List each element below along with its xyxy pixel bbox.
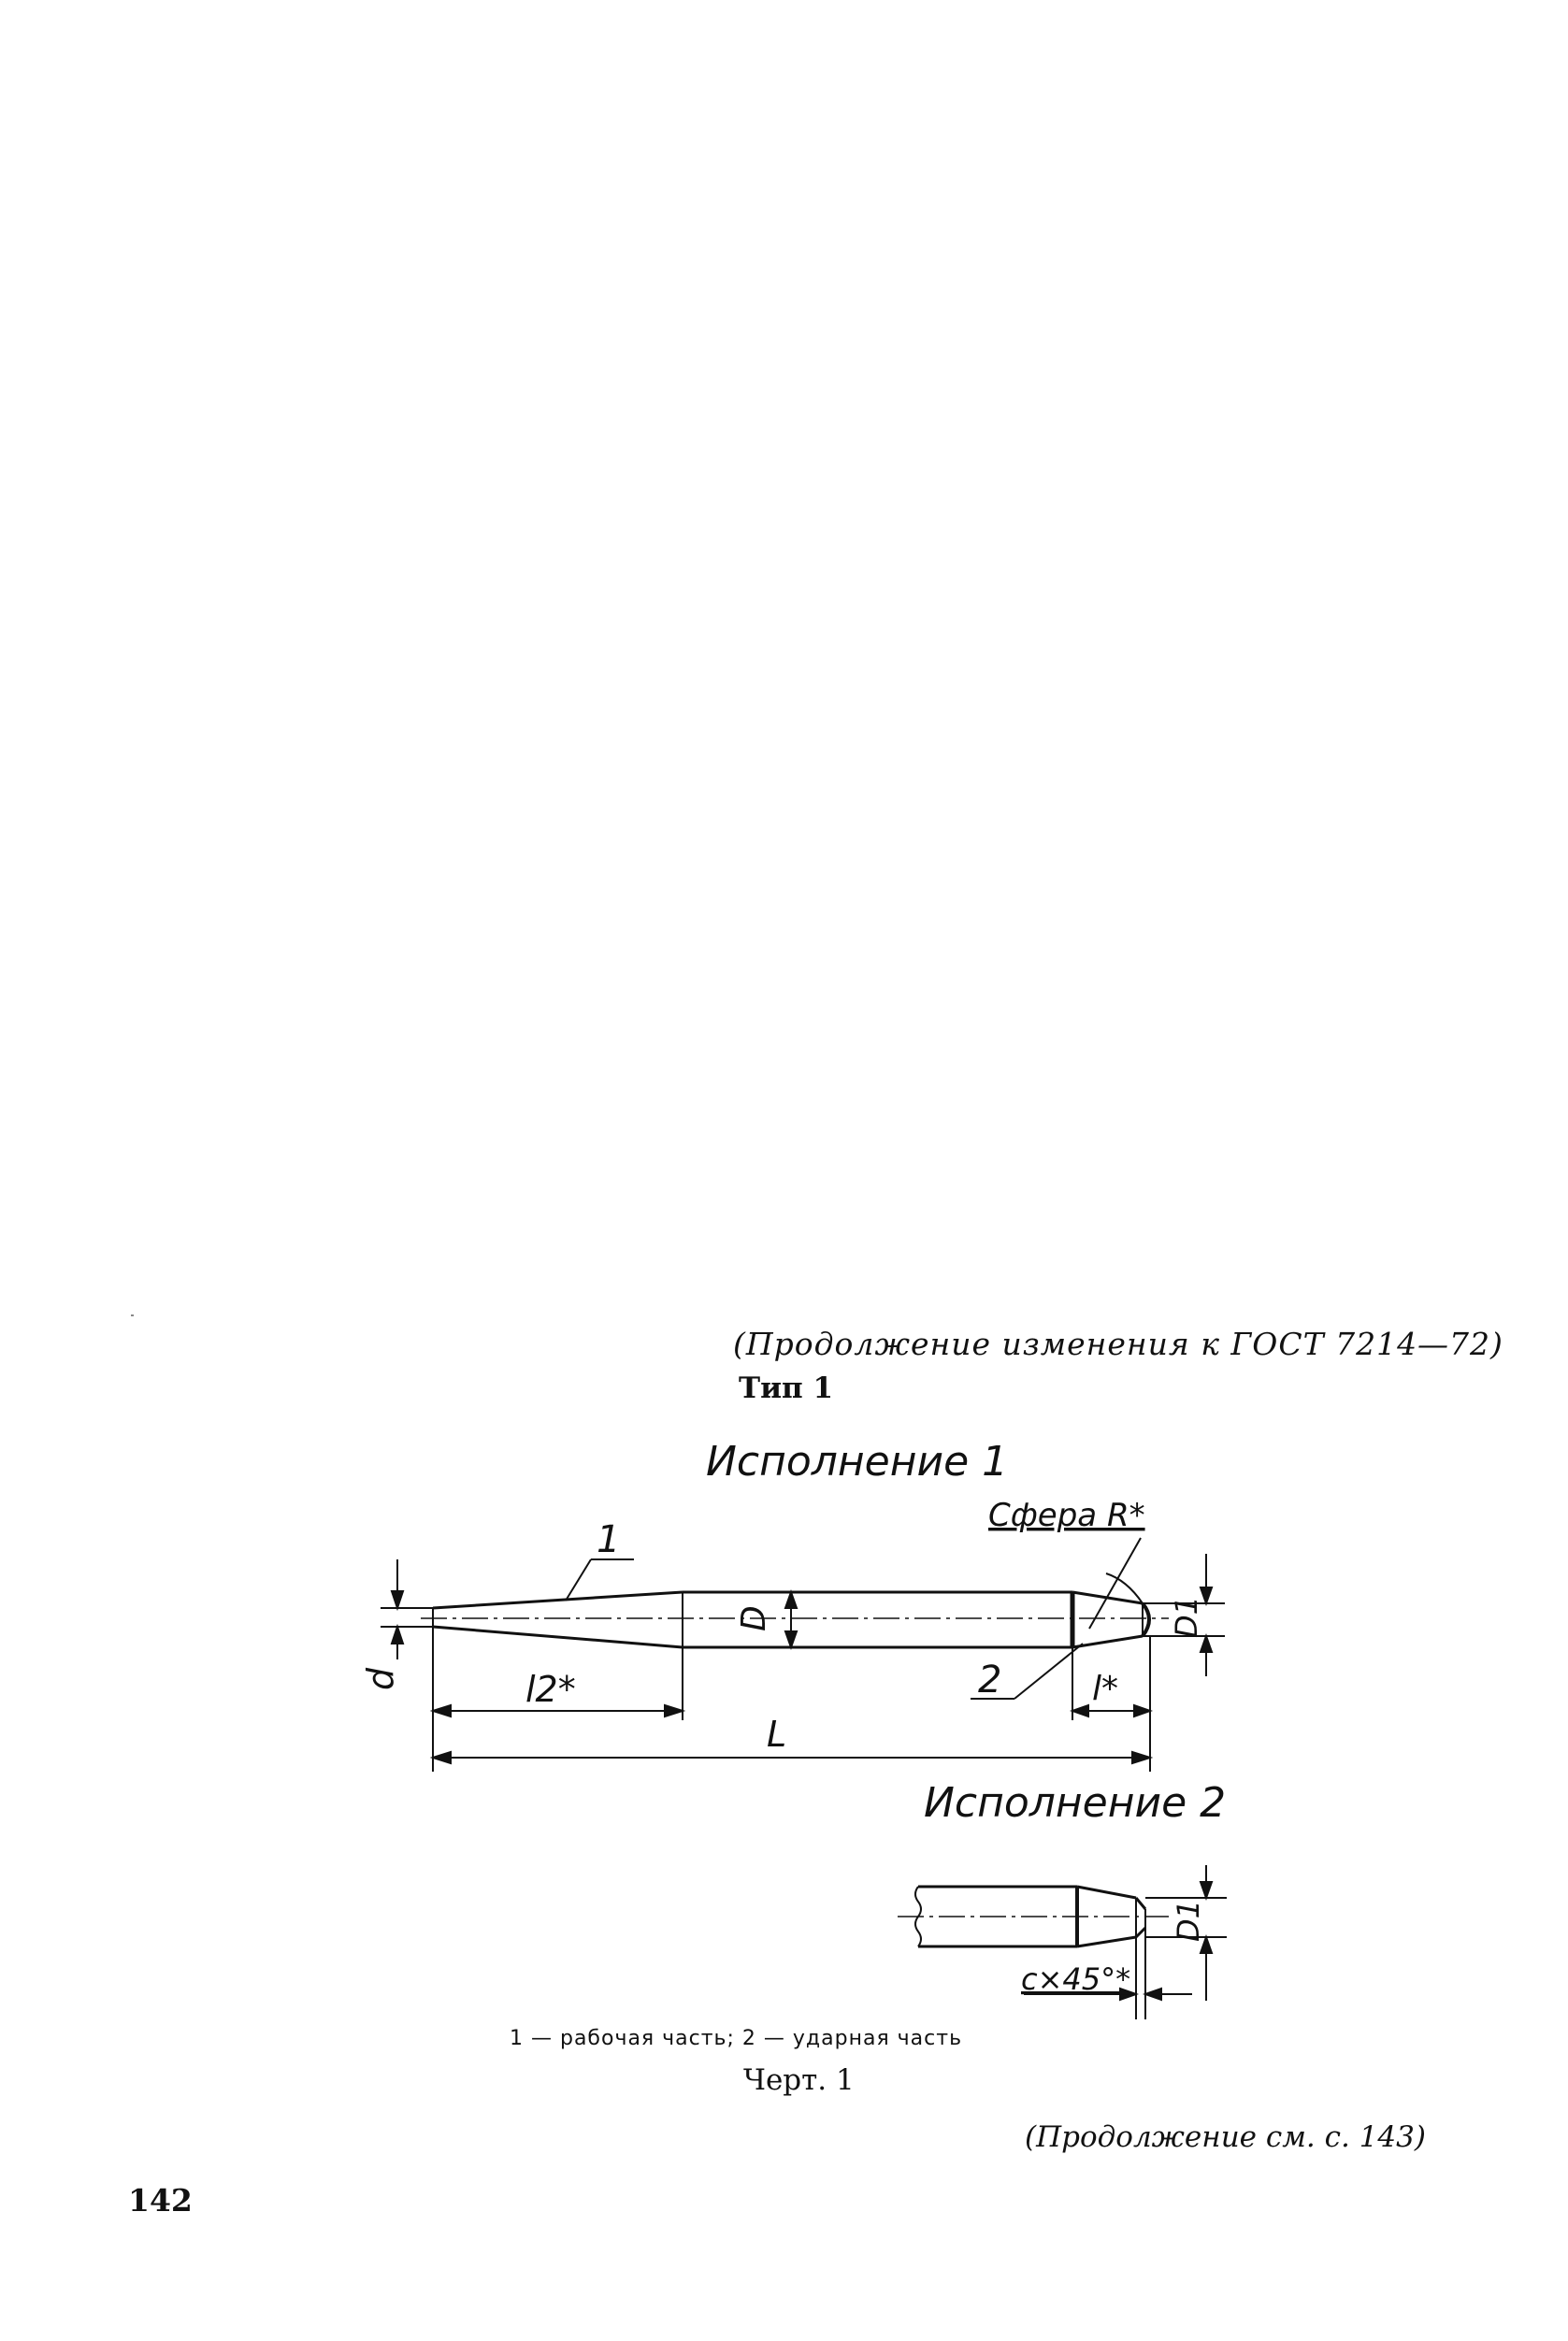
sphere-leader <box>1089 1538 1143 1629</box>
dim-chamfer-label: c×45°* <box>1021 1961 1131 1997</box>
continuation-header: (Продолжение изменения к ГОСТ 7214—72) <box>733 1326 1503 1362</box>
dim-D1-label: D1 <box>1169 1596 1204 1638</box>
variant1-title: Исполнение 1 <box>706 1438 1009 1486</box>
figure-caption: Черт. 1 <box>743 2063 855 2097</box>
sphere-label: Сфера R* <box>988 1497 1145 1534</box>
continuation-footer: (Продолжение см. с. 143) <box>1025 2120 1426 2154</box>
type-label: Тип 1 <box>739 1372 834 1405</box>
page-number: 142 <box>128 2182 193 2219</box>
dim-d-label: d <box>360 1667 401 1690</box>
dim-L-label: L <box>767 1714 787 1755</box>
callout-2-label: 2 <box>978 1659 1002 1702</box>
dim-l2-label: l2* <box>525 1669 576 1710</box>
variant2-title: Исполнение 2 <box>924 1779 1227 1827</box>
dim-D1-v2-label: D1 <box>1171 1900 1206 1942</box>
callout-1-leader <box>566 1559 634 1601</box>
dim-D <box>785 1592 797 1647</box>
dim-D-label: D <box>735 1605 773 1631</box>
dim-L <box>433 1752 1150 1763</box>
dim-l-label: l* <box>1092 1670 1119 1708</box>
callout-1-label: 1 <box>597 1518 621 1561</box>
legend: 1 — рабочая часть; 2 — ударная часть <box>510 2027 963 2050</box>
dim-d <box>381 1559 433 1659</box>
